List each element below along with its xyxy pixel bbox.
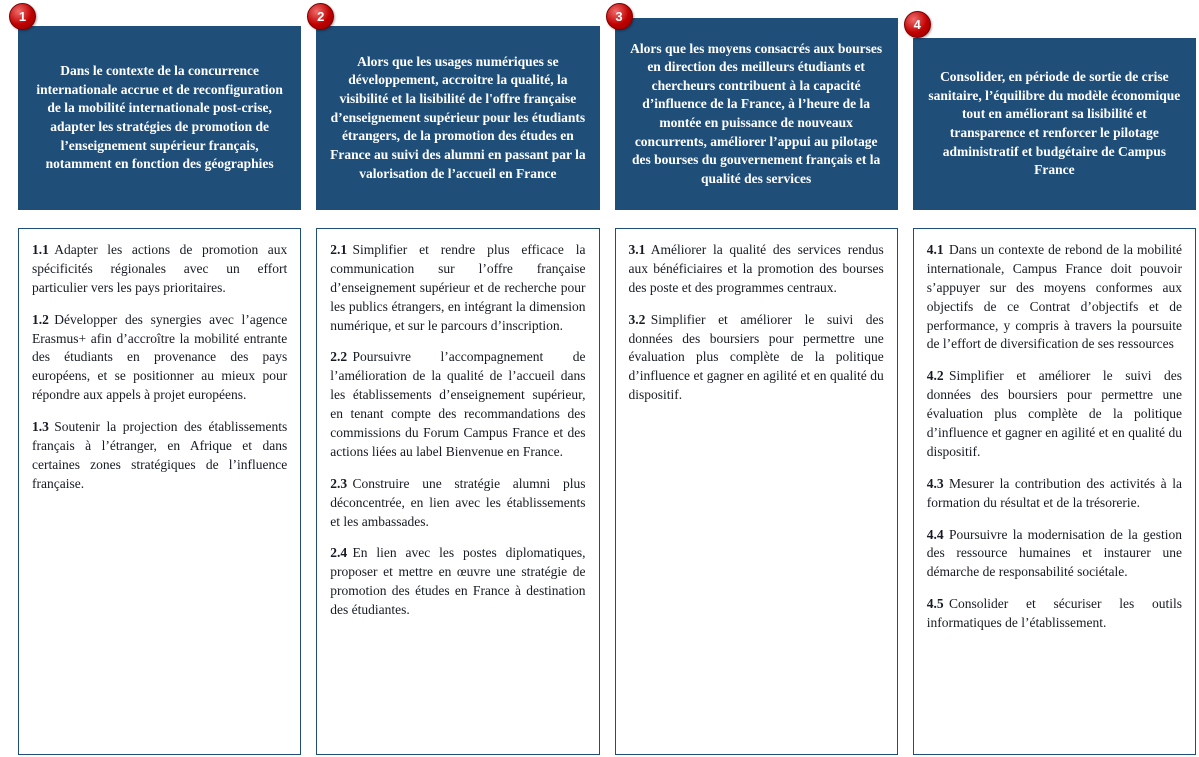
- item-number: 4.4: [926, 526, 944, 542]
- item-text: Consolider et sécuriser les outils informatiques de l’établissement.: [926, 596, 1182, 631]
- objective-item-3-1: [629, 241, 884, 298]
- objective-header-text: Alors que les moyens consacrés aux bourses en direction des meilleurs étudiants et chercheurs contribuent à la capacité d’influence de la France, à l’heure de la montée en puissance de nouveaux concurrents, améliorer l’appui au pilotage des bourses du gouvernement français et la qualité des services: [630, 40, 883, 186]
- item-text: Simplifier et améliorer le suivi des données des boursiers pour permettre une évaluation plus complète de la politique d’influence et gagner en agilité et en qualité du dispositif.: [628, 311, 884, 403]
- objective-item-4-1: [927, 241, 1182, 354]
- objective-item-4-3: [927, 475, 1182, 513]
- objective-number-badge-1: [9, 3, 36, 30]
- item-number: 2.1: [330, 242, 348, 257]
- objective-item-1-1: [32, 241, 287, 298]
- item-number: 4.5: [926, 596, 944, 612]
- objective-column-2: [316, 0, 599, 757]
- item-text: Mesurer la contribution des activités à la formation du résultat et de la trésorerie.: [926, 475, 1182, 510]
- badge-number: 1: [18, 9, 27, 24]
- objective-item-2-2: [330, 348, 585, 461]
- item-text: Développer des synergies avec l’agence Erasmus+ afin d’accroître la mobilité entrante des étudiants en provenance des pays européens, et se positionner au mieux pour répondre aux appels à projet européens.: [32, 311, 288, 403]
- objective-column-1: [18, 0, 301, 757]
- item-number: 3.1: [628, 242, 646, 257]
- objective-item-1-3: [32, 418, 287, 494]
- item-text: Dans un contexte de rebond de la mobilité internationale, Campus France doit pouvoir s’appuyer sur des moyens conformes aux objectifs de ce Contrat d’objectifs et de performance, y compris à travers la poursuite de l’effort de diversification de ses ressources: [926, 242, 1182, 352]
- item-text: Poursuivre la modernisation de la gestion des ressource humaines et instaurer une démarche de responsabilité sociétale.: [926, 526, 1182, 580]
- item-number: 1.2: [32, 311, 49, 327]
- item-text: Poursuivre l’accompagnement de l’amélioration de la qualité de l’accueil dans les établissements d’enseignement supérieur, en tenant compte des recommandations des commissions du Forum Campus France et des actions liées au label Bienvenue en France.: [330, 349, 586, 459]
- objective-header-4: [913, 38, 1196, 210]
- objective-number-badge-3: [606, 3, 633, 30]
- objective-items-box-4: [913, 228, 1196, 755]
- item-number: 3.2: [628, 311, 646, 327]
- objective-header-text: Dans le contexte de la concurrence internationale accrue et de reconfiguration de la mobilité internationale post-crise, adapter les stratégies de promotion de l’enseignement supérieur français, notamment en fonction des géographies: [36, 63, 283, 172]
- item-number: 4.3: [926, 475, 944, 491]
- objective-items-box-2: [316, 228, 599, 755]
- objective-item-3-2: [629, 311, 884, 405]
- item-text: Simplifier et rendre plus efficace la communication sur l’offre française d’enseignement supérieur et de recherche pour les publics étrangers, en intégrant la dimension numérique, et sur le parcours d’inscription.: [330, 242, 586, 333]
- objective-number-badge-4: [904, 11, 931, 38]
- item-number: 2.2: [330, 349, 348, 365]
- item-text: Construire une stratégie alumni plus déconcentrée, en lien avec les établissements et les ambassades.: [330, 475, 586, 529]
- item-number: 4.1: [926, 242, 944, 257]
- badge-number: 2: [317, 9, 325, 24]
- objective-item-1-2: [32, 311, 287, 405]
- objective-item-2-4: [330, 544, 585, 620]
- objective-header-text: Alors que les usages numériques se développement, accroitre la qualité, la visibilité et la lisibilité de l'offre française d’enseignement supérieur pour les étudiants étrangers, de la promotion des études en France au suivi des alumni en passant par la valorisation de l’accueil en France: [330, 53, 586, 181]
- objective-item-4-4: [927, 526, 1182, 583]
- objective-header-2: [316, 26, 599, 210]
- badge-number: 4: [913, 17, 921, 32]
- objective-item-2-3: [330, 475, 585, 532]
- objective-items-box-3: [615, 228, 898, 755]
- objective-item-4-5: [927, 595, 1182, 633]
- item-number: 4.2: [926, 368, 944, 384]
- objective-header-1: [18, 26, 301, 210]
- item-number: 2.3: [330, 475, 348, 491]
- item-text: En lien avec les postes diplomatiques, proposer et mettre en œuvre une stratégie de promotion des études en France à destination des étudiantes.: [330, 545, 586, 618]
- objective-item-2-1: [330, 241, 585, 335]
- objective-column-3: [615, 0, 898, 757]
- item-number: 1.1: [32, 242, 49, 257]
- item-number: 2.4: [330, 545, 348, 561]
- objective-header-3: [615, 18, 898, 210]
- item-number: 1.3: [32, 419, 49, 435]
- objective-items-box-1: [18, 228, 301, 755]
- item-text: Adapter les actions de promotion aux spécificités régionales avec un effort particulier vers les pays prioritaires.: [32, 242, 288, 295]
- objective-item-4-2: [927, 367, 1182, 461]
- item-text: Simplifier et améliorer le suivi des données des boursiers pour permettre une évaluation plus complète de la politique d’influence et gagner en agilité et en qualité du dispositif.: [926, 368, 1182, 459]
- objective-column-4: [913, 0, 1196, 757]
- objective-header-text: Consolider, en période de sortie de crise sanitaire, l’équilibre du modèle économique tout en améliorant sa lisibilité et transparence et renforcer le pilotage administratif et budgétaire de Campus France: [928, 69, 1181, 178]
- badge-number: 3: [615, 9, 623, 24]
- item-text: Soutenir la projection des établissements français à l’étranger, en Afrique et dans certaines zones stratégiques de l’influence française.: [32, 419, 288, 491]
- item-text: Améliorer la qualité des services rendus aux bénéficiaires et la promotion des bourses des poste et des programmes centraux.: [628, 242, 884, 295]
